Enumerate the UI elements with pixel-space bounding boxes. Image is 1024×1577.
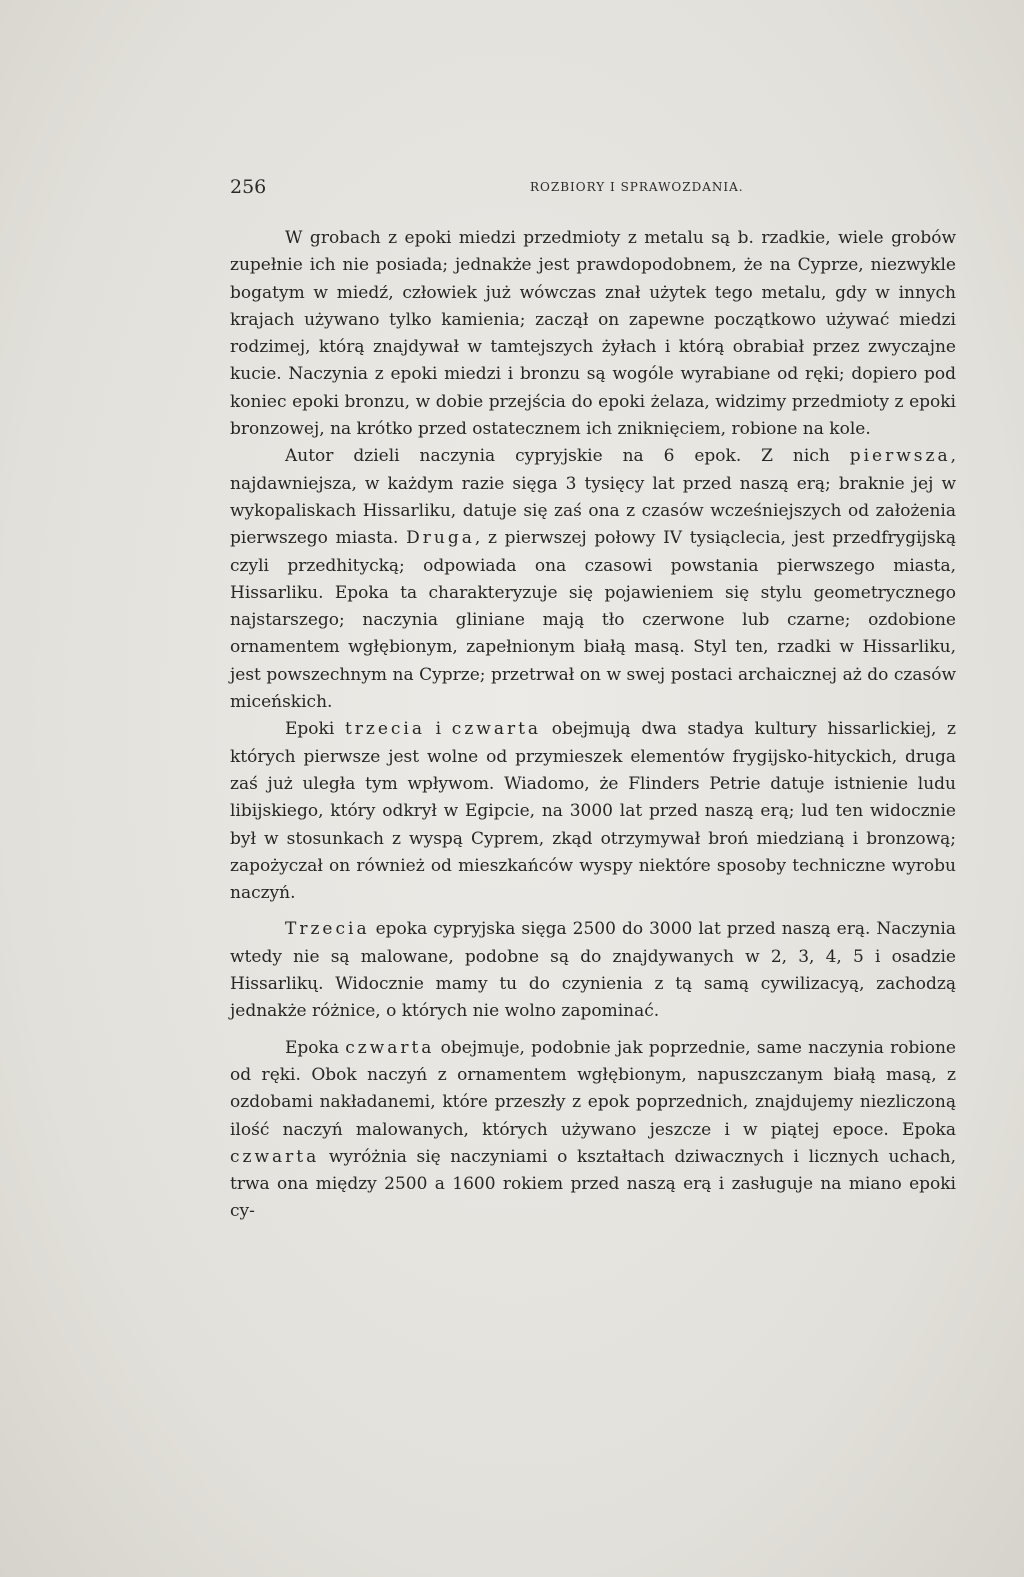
paragraph-5-text-a: Epoka <box>285 1037 346 1058</box>
paragraph-5-text-c: wyróżnia się naczyniami o kształtach dziwacznych i licznych uchach, trwa ona między 2500 a 1600 rokiem przed naszą erą i zasługuje na miano epoki cy- <box>230 1146 956 1222</box>
paragraph-3-text-b: i <box>425 719 452 740</box>
spaced-term-trzecia-2: Trzecia <box>285 919 370 940</box>
paragraph-2 <box>230 443 956 716</box>
paragraph-2-text-b: , najdawniejsza, w każdym razie sięga 3 tysięcy lat przed naszą erą; braknie jej w wykopaliskach Hissarliku, datuje się zaś ona z czasów wcześniejszych od założenia pierwszego miasta. <box>230 446 956 549</box>
body-text <box>230 225 956 1226</box>
paragraph-4-text-a: epoka cypryjska sięga 2500 do 3000 lat przed naszą erą. Naczynia wtedy nie są malowane, podobne są do znajdywanych w 2, 3, 4, 5 i osadzie Hissarlikų. Widocznie mamy tu do czynienia z tą samą cywilizacyą, zachodzą jednakże różnice, o których nie wolno zapominać. <box>230 919 956 1022</box>
paragraph-5 <box>230 1035 956 1226</box>
spaced-term-trzecia: trzecia <box>344 719 426 740</box>
running-head-title: ROZBIORY I SPRAWOZDANIA. <box>530 180 744 194</box>
paragraph-3 <box>230 716 956 907</box>
paragraph-3-text-a: Epoki <box>285 719 345 740</box>
spaced-term-czwarta: czwarta <box>451 719 542 740</box>
paragraph-2-text-c: , z pierwszej połowy IV tysiąclecia, jest przedfrygijską czyli przedhitycką; odpowiada ona czasowi powstania pierwszego miasta, Hissarliku. Epoka ta charakteryzuje się pojawieniem się stylu geometrycznego najstarszego; naczynia gliniane mają tło czerwone lub czarne; ozdobione ornamentem wgłębionym, zapełnionym białą masą. Styl ten, rzadki w Hissarliku, jest powszechnym na Cyprze; przetrwał on w swej postaci archaicznej aż do czasów miceńskich. <box>230 528 956 713</box>
spaced-term-pierwsza: pierwsza <box>849 446 951 467</box>
spaced-term-druga: Druga <box>406 528 475 549</box>
running-head <box>230 176 956 200</box>
paragraph-2-text-a: Autor dzieli naczynia cypryjskie na 6 epok. Z nich <box>285 446 850 467</box>
spaced-term-czwarta-3: czwarta <box>230 1146 320 1167</box>
spaced-term-czwarta-2: czwarta <box>345 1037 435 1058</box>
paragraph-1 <box>230 225 956 443</box>
paragraph-1-text: W grobach z epoki miedzi przedmioty z metalu są b. rzadkie, wiele grobów zupełnie ich nie posiada; jednakże jest prawdopodobnem, że na Cyprze, niezwykle bogatym w miedź, człowiek już wówczas znał użytek tego metalu, gdy w innych krajach używano tylko kamienia; zaczął on zapewne początkowo używać miedzi rodzimej, którą znajdywał w tamtejszych żyłach i którą obrabiał przez zwyczajne kucie. Naczynia z epoki miedzi i bronzu są wogóle wyrabiane od ręki; dopiero pod koniec epoki bronzu, w dobie przejścia do epoki żelaza, widzimy przedmioty z epoki bronzowej, na krótko przed ostatecznem ich zniknięciem, robione na kole. <box>230 228 956 440</box>
paragraph-5-text-b: obejmuje, podobnie jak poprzednie, same naczynia robione od ręki. Obok naczyń z ornamentem wgłębionym, napuszczanym białą masą, z ozdobami nakładanemi, które przeszły z epok poprzednich, znajdujemy niezliczoną ilość naczyń malowanych, których używano jeszcze i w piątej epoce. Epoka <box>230 1037 956 1140</box>
paragraph-4 <box>230 916 956 1025</box>
paragraph-3-text-c: obejmują dwa stadya kultury hissarlickiej, z których pierwsze jest wolne od przymieszek elementów frygijsko-hityckich, druga zaś już uległa tym wpływom. Wiadomo, że Flinders Petrie datuje istnienie ludu libijskiego, który odkrył w Egipcie, na 3000 lat przed naszą erą; lud ten widocznie był w stosunkach z wyspą Cyprem, zkąd otrzymywał broń miedzianą i bronzową; zapożyczał on również od mieszkańców wyspy niektóre sposoby techniczne wyrobu naczyń. <box>230 719 956 904</box>
page-number: 256 <box>230 176 267 198</box>
